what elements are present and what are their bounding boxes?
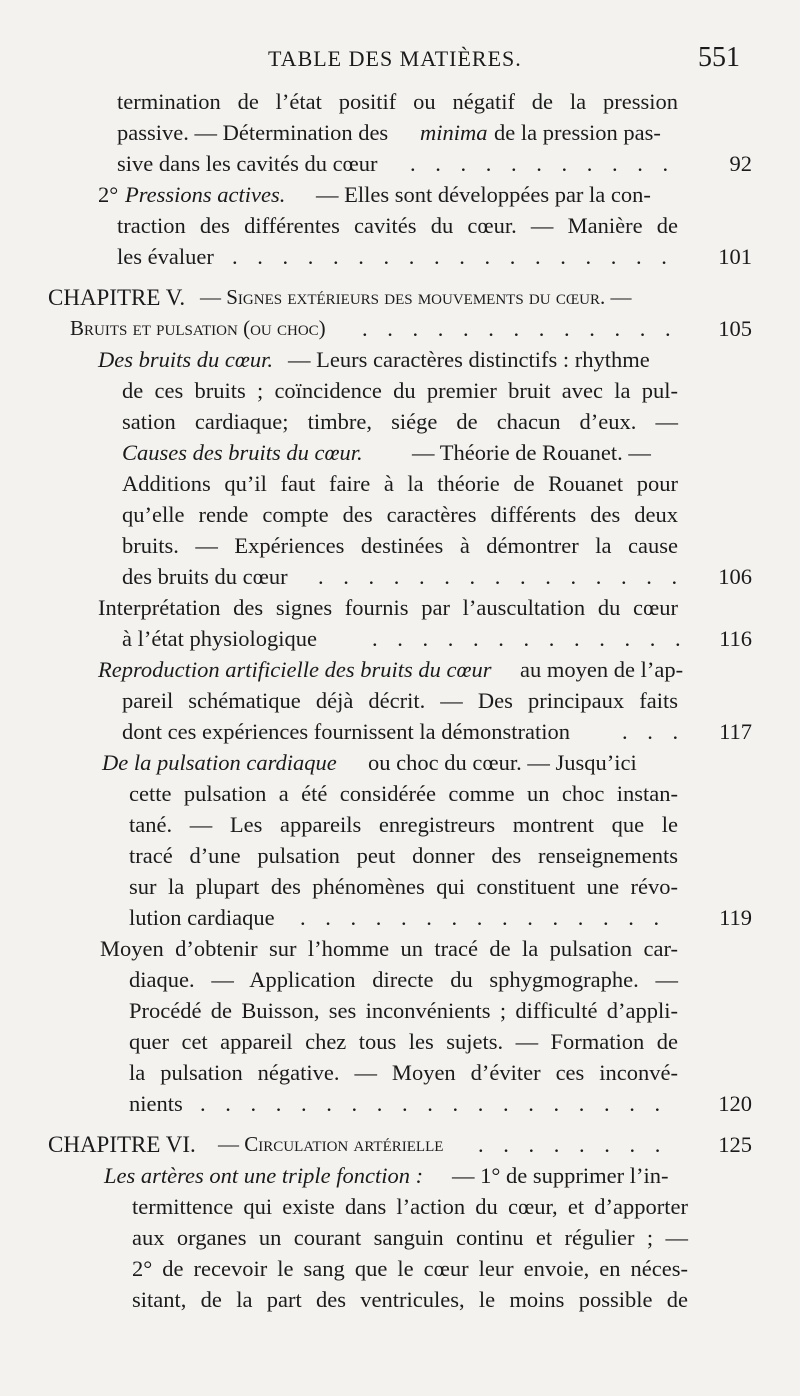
toc-entry-title: Bruits et pulsation (ou choc) [70, 316, 326, 340]
chapter-label: CHAPITRE V. [48, 285, 186, 310]
toc-entry-page: 106 [718, 564, 752, 589]
dot-leader [478, 1129, 680, 1160]
toc-italic-heading: Causes des bruits du cœur. [122, 440, 363, 465]
toc-entry-page: 92 [729, 151, 752, 176]
toc-text: — 1° de supprimer l’in- [452, 1163, 669, 1188]
toc-line [0, 179, 800, 210]
toc-text: diaque. — Application directe du sphygmographe. — [129, 967, 678, 992]
toc-line [0, 685, 800, 716]
toc-entry-page: 117 [719, 719, 752, 744]
toc-text: traction des différentes cavités du cœur. — Manière de [117, 213, 678, 238]
toc-text: Procédé de Buisson, ses inconvénients ; difficulté d’appli- [129, 998, 678, 1023]
toc-entry-title: dont ces expériences fournissent la démonstration [122, 719, 570, 744]
chapter-heading [0, 1129, 800, 1160]
page-number: 551 [698, 42, 740, 73]
page-header [0, 42, 800, 82]
toc-entry-page: 125 [718, 1132, 752, 1157]
toc-line [0, 1253, 800, 1284]
toc-line [0, 1160, 800, 1191]
toc-italic-heading: Les artères ont une triple fonction : [104, 1163, 424, 1188]
toc-entry [0, 561, 800, 592]
toc-text: cette pulsation a été considérée comme un choc instan- [129, 781, 678, 806]
toc-text: termittence qui existe dans l’action du cœur, et d’apporter [132, 1194, 688, 1219]
toc-text: — Leurs caractères distinctifs : rhythme [288, 347, 650, 372]
toc-line [0, 468, 800, 499]
toc-italic-heading: Reproduction artificielle des bruits du cœur [98, 657, 492, 682]
toc-entry-page: 101 [718, 244, 752, 269]
toc-text: tané. — Les appareils enregistreurs montrent que le [129, 812, 678, 837]
toc-line [0, 437, 800, 468]
toc-italic-term: minima [420, 120, 488, 145]
toc-text: quer cet appareil chez tous les sujets. — Formation de [129, 1029, 678, 1054]
toc-text: Moyen d’obtenir sur l’homme un tracé de la pulsation car- [100, 936, 678, 961]
toc-text: ou choc du cœur. — Jusqu’ici [368, 750, 637, 775]
toc-line [0, 747, 800, 778]
dot-leader [318, 561, 680, 592]
toc-text: la pulsation négative. — Moyen d’éviter ces inconvé- [129, 1060, 678, 1085]
toc-entry-title: les évaluer [117, 244, 214, 269]
dot-leader [622, 716, 682, 747]
dot-leader [232, 241, 680, 272]
toc-text: — Elles sont développées par la con- [316, 182, 651, 207]
toc-line [0, 406, 800, 437]
toc-entry [0, 313, 800, 344]
toc-line [0, 1057, 800, 1088]
toc-text: passive. — Détermination des [117, 120, 389, 145]
toc-entry-page: 120 [718, 1091, 752, 1116]
toc-line [0, 592, 800, 623]
toc-entry [0, 623, 800, 654]
toc-line [0, 499, 800, 530]
toc-text: sur la plupart des phénomènes qui constituent une révo- [129, 874, 678, 899]
toc-italic-heading: Des bruits du cœur. [98, 347, 274, 372]
toc-italic-heading: Pressions actives. [125, 182, 286, 207]
dot-leader [300, 902, 680, 933]
toc-entry-page: 119 [719, 905, 752, 930]
toc-text: bruits. — Expériences destinées à démontrer la cause [122, 533, 678, 558]
chapter-title: — Signes extérieurs des mouvements du cœur. — [200, 285, 632, 309]
toc-line [0, 1284, 800, 1315]
toc-text: tracé d’une pulsation peut donner des renseignements [129, 843, 678, 868]
table-of-contents [0, 86, 800, 1315]
toc-line [0, 809, 800, 840]
toc-line [0, 210, 800, 241]
toc-text: de la pression pas- [494, 120, 661, 145]
toc-line [0, 933, 800, 964]
toc-text: termination de l’état positif ou négatif de la pression [117, 89, 678, 114]
toc-line [0, 344, 800, 375]
toc-line [0, 86, 800, 117]
dot-leader [362, 313, 680, 344]
toc-entry-title: lution cardiaque [129, 905, 275, 930]
toc-text: Additions qu’il faut faire à la théorie de Rouanet pour [122, 471, 678, 496]
toc-text: de ces bruits ; coïncidence du premier bruit avec la pul- [122, 378, 678, 403]
toc-text: aux organes un courant sanguin continu et régulier ; — [132, 1225, 688, 1250]
toc-line [0, 117, 800, 148]
toc-line [0, 1191, 800, 1222]
toc-entry [0, 241, 800, 272]
toc-entry-title: des bruits du cœur [122, 564, 288, 589]
chapter-title: — Circulation artérielle [218, 1132, 444, 1156]
toc-entry [0, 902, 800, 933]
toc-entry-title: sive dans les cavités du cœur [117, 151, 378, 176]
toc-entry-title: à l’état physiologique [122, 626, 317, 651]
toc-text: pareil schématique déjà décrit. — Des principaux faits [122, 688, 678, 713]
toc-entry-title: nients [129, 1091, 183, 1116]
toc-text: sitant, de la part des ventricules, le moins possible de [132, 1287, 688, 1312]
toc-line [0, 1026, 800, 1057]
toc-italic-heading: De la pulsation cardiaque [102, 750, 337, 775]
toc-entry-page: 116 [719, 626, 752, 651]
toc-text: 2° de recevoir le sang que le cœur leur envoie, en néces- [132, 1256, 688, 1281]
toc-line [0, 871, 800, 902]
toc-line [0, 995, 800, 1026]
toc-entry [0, 148, 800, 179]
toc-text: sation cardiaque; timbre, siége de chacun d’eux. — [122, 409, 678, 434]
toc-entry [0, 716, 800, 747]
toc-line [0, 530, 800, 561]
toc-text: — Théorie de Rouanet. — [412, 440, 651, 465]
toc-line [0, 778, 800, 809]
toc-text: qu’elle rende compte des caractères différents des deux [122, 502, 678, 527]
toc-text: Interprétation des signes fournis par l’auscultation du cœur [98, 595, 678, 620]
toc-number: 2° [98, 182, 119, 207]
toc-entry [0, 1088, 800, 1119]
toc-line [0, 375, 800, 406]
toc-entry-page: 105 [718, 316, 752, 341]
dot-leader [372, 623, 680, 654]
toc-line [0, 964, 800, 995]
toc-line [0, 654, 800, 685]
chapter-label: CHAPITRE VI. [48, 1132, 196, 1157]
toc-text: au moyen de l’ap- [520, 657, 684, 682]
running-title: TABLE DES MATIÈRES. [268, 46, 522, 71]
toc-line [0, 840, 800, 871]
chapter-heading [0, 282, 800, 313]
dot-leader [410, 148, 682, 179]
toc-line [0, 1222, 800, 1253]
dot-leader [200, 1088, 680, 1119]
